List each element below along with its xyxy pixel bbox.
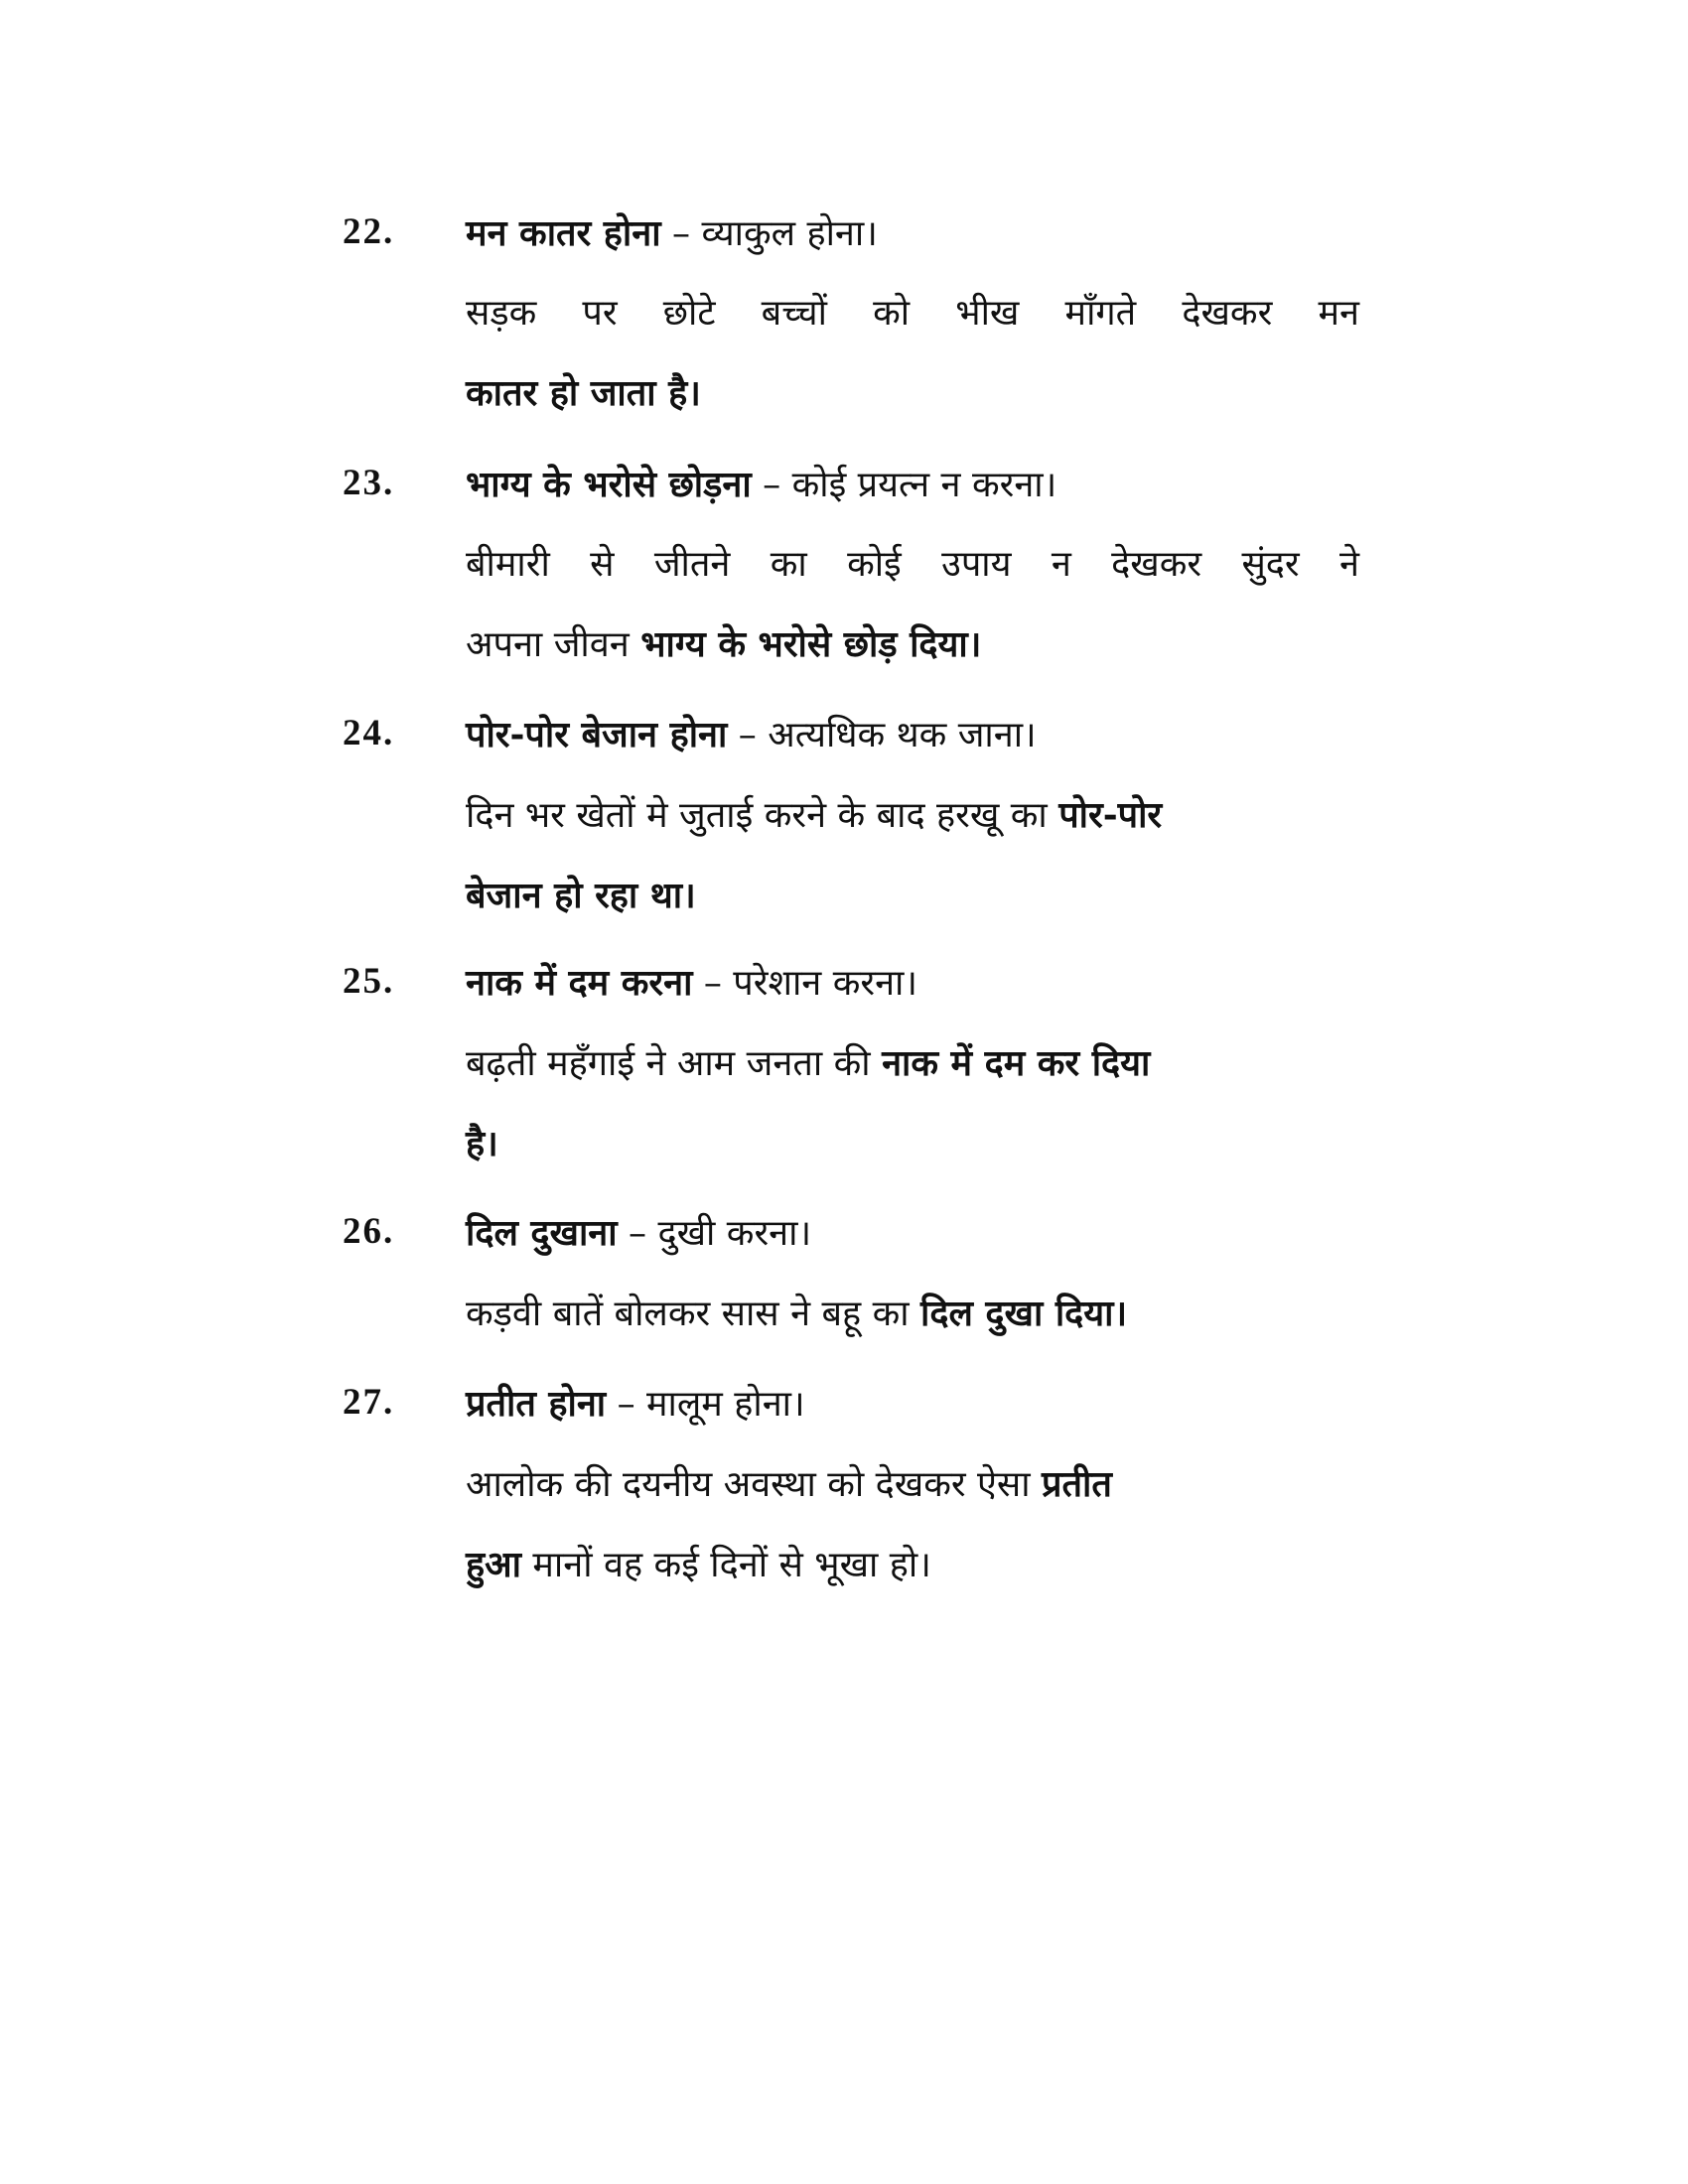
example-bold: दिल दुखा दिया। [920, 1293, 1128, 1334]
idiom-phrase: प्रतीत होना [466, 1383, 607, 1425]
entry-body [466, 194, 1359, 434]
idiom-meaning: दुखी करना। [657, 1213, 812, 1254]
idiom-heading [466, 445, 1359, 525]
idiom-meaning: कोई प्रयत्न न करना। [791, 465, 1057, 505]
example-bold: नाक में दम कर दिया [882, 1042, 1151, 1084]
idiom-heading [466, 194, 1359, 274]
idiom-heading [466, 1364, 1359, 1444]
example-bold: भाग्य के भरोसे छोड़ दिया। [640, 623, 982, 665]
example-line-1 [466, 274, 1359, 353]
idiom-meaning: परेशान करना। [733, 963, 918, 1004]
example-line-1 [466, 775, 1359, 856]
example-text: मानों वह कई दिनों से भूखा हो। [520, 1545, 931, 1585]
example-text: बढ़ती महँगाई ने आम जनता की [466, 1043, 883, 1084]
example-bold: बेजान हो रहा था। [466, 875, 696, 916]
idiom-dash: – [692, 963, 734, 1004]
idiom-phrase: नाक में दम करना [466, 962, 693, 1004]
example-bold: हुआ [466, 1544, 521, 1585]
entry-number: 24. [343, 713, 395, 753]
example-bold: है। [466, 1123, 498, 1164]
example-bold: पोर-पोर [1058, 794, 1163, 836]
entry-number: 23. [343, 463, 395, 503]
example-text: दिन भर खेतों मे जुताई करने के बाद हरखू का [466, 795, 1059, 836]
idiom-dash: – [606, 1384, 647, 1425]
example-line-1 [466, 525, 1359, 605]
example-line-2 [466, 353, 1359, 434]
example-line-2 [466, 605, 1359, 685]
idiom-heading [466, 1193, 1359, 1274]
example-line-1 [466, 1024, 1359, 1104]
entry-body [466, 445, 1359, 685]
idiom-meaning: व्याकुल होना। [701, 213, 878, 254]
example-bold: कातर हो जाता है। [466, 372, 701, 414]
idiom-heading [466, 943, 1359, 1024]
example-line-2 [466, 856, 1359, 936]
entry-body [466, 1193, 1359, 1354]
entry-body [466, 1364, 1359, 1605]
example-line-2 [466, 1104, 1359, 1184]
entry-number: 27. [343, 1382, 395, 1423]
example-text: आलोक की दयनीय अवस्था को देखकर ऐसा [466, 1464, 1043, 1505]
idiom-meaning: मालूम होना। [646, 1384, 805, 1425]
entry-number: 26. [343, 1211, 395, 1252]
idiom-dash: – [617, 1213, 658, 1254]
idiom-phrase: भाग्य के भरोसे छोड़ना [466, 464, 752, 505]
idiom-phrase: दिल दुखाना [466, 1212, 618, 1254]
idiom-phrase: पोर-पोर बेजान होना [466, 714, 728, 755]
example-text: बीमारी से जीतने का कोई उपाय न देखकर सुंदर ने [466, 544, 1359, 585]
example-text: कड़वी बातें बोलकर सास ने बहू का [466, 1294, 921, 1334]
idiom-phrase: मन कातर होना [466, 212, 661, 254]
entry-body [466, 943, 1359, 1184]
idiom-heading [466, 695, 1359, 775]
example-line-2 [466, 1525, 1359, 1605]
idiom-meaning: अत्यधिक थक जाना। [768, 715, 1037, 755]
example-text: अपना जीवन [466, 624, 641, 665]
example-bold: प्रतीत [1042, 1463, 1112, 1505]
example-line-1 [466, 1444, 1359, 1525]
example-line-1 [466, 1274, 1359, 1354]
entry-number: 22. [343, 211, 395, 252]
idiom-dash: – [660, 213, 702, 254]
idiom-dash: – [727, 715, 769, 755]
example-text: सड़क पर छोटे बच्चों को भीख माँगते देखकर मन [466, 293, 1359, 334]
entry-body [466, 695, 1359, 936]
idiom-dash: – [751, 465, 792, 505]
entry-number: 25. [343, 961, 395, 1002]
